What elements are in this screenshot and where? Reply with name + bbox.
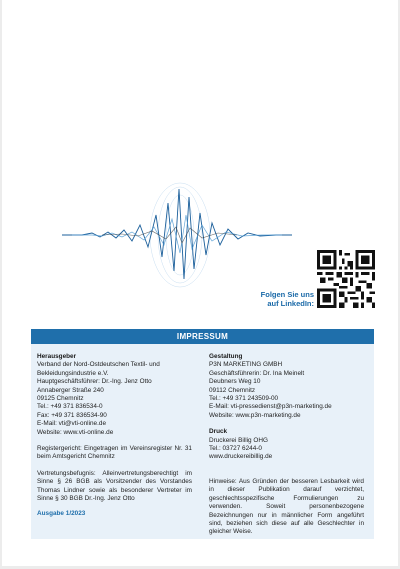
linkedin-qr-code-icon[interactable] <box>317 250 375 308</box>
spacer <box>37 437 192 445</box>
impressum-left-column <box>37 353 192 518</box>
back-cover-page <box>2 0 398 566</box>
impressum-title: IMPRESSUM <box>31 329 374 344</box>
follow-line-2: auf LinkedIn: <box>267 299 314 308</box>
gestaltung-line: Geschäftsführerin: Dr. Ina Meinelt <box>209 369 305 377</box>
druck-website-link[interactable]: www.druckereibillig.de <box>209 453 273 461</box>
register-text: Registergericht: Eingetragen im Vereinsregister Nr. 31 beim Amtsgericht Chemnitz <box>37 445 192 461</box>
follow-line-1: Folgen Sie uns <box>260 290 314 299</box>
gestaltung-heading: Gestaltung <box>209 353 243 360</box>
spacer <box>209 462 364 470</box>
gestaltung-website-link[interactable]: Website: www.p3n-marketing.de <box>209 411 301 419</box>
hinweis-text: Hinweise: Aus Gründen der besseren Lesbarkeit wird in dieser Publikation darauf verzichtet, geschlechtsspezifische Formulierungen zu verwenden. Soweit personenbezogene Bezeichnungen nur in männlicher Form angeführt sind, beziehen sich diese auf alle Geschlechter in gleicher Weise. <box>209 477 364 536</box>
gestaltung-phone: Tel.: +49 371 243509-00 <box>209 395 279 403</box>
druck-line: Druckerei Billig OHG <box>209 436 268 444</box>
herausgeber-phone: Tel.: +49 371 836534-0 <box>37 403 103 411</box>
herausgeber-line: Annaberger Straße 240 <box>37 386 104 394</box>
gestaltung-line: Deubners Weg 10 <box>209 378 261 386</box>
herausgeber-heading: Herausgeber <box>37 353 77 360</box>
herausgeber-website-link[interactable]: Website: www.vti-online.de <box>37 428 114 436</box>
issue-number: Ausgabe 1/2023 <box>37 509 86 517</box>
impressum-right-column <box>209 353 364 537</box>
druck-phone: Tel.: 03727 6244-0 <box>209 445 262 453</box>
gestaltung-email-link[interactable]: E-Mail: vti-pressedienst@p3n-marketing.de <box>209 403 332 411</box>
herausgeber-line: 09125 Chemnitz <box>37 395 84 403</box>
spacer <box>37 462 192 470</box>
herausgeber-fax: Fax: +49 371 836534-90 <box>37 411 107 419</box>
herausgeber-email-link[interactable]: E-Mail: vti@vti-online.de <box>37 420 106 428</box>
spacer <box>209 470 364 478</box>
druck-heading: Druck <box>209 428 228 436</box>
herausgeber-line: Verband der Nord-Ostdeutschen Textil- und <box>37 361 160 369</box>
herausgeber-line: Hauptgeschäftsführer: Dr.-Ing. Jenz Otto <box>37 378 152 386</box>
gestaltung-line: P3N MARKETING GMBH <box>209 361 283 369</box>
herausgeber-line: Bekleidungsindustrie e.V. <box>37 369 109 377</box>
sound-wave-graphic <box>62 175 292 295</box>
spacer <box>209 420 364 428</box>
gestaltung-line: 09112 Chemnitz <box>209 386 256 394</box>
impressum-box <box>31 329 374 539</box>
vertretung-text: Vertretungsbefugnis: Alleinvertretungsberechtigt im Sinne § 26 BGB als Vorsitzender des Vorstandes Thomas Lindner sowie als besonderer Vertreter im Sinne § 30 BGB Dr.-Ing. Jenz Otto <box>37 469 192 503</box>
linkedin-follow-text <box>224 290 314 308</box>
